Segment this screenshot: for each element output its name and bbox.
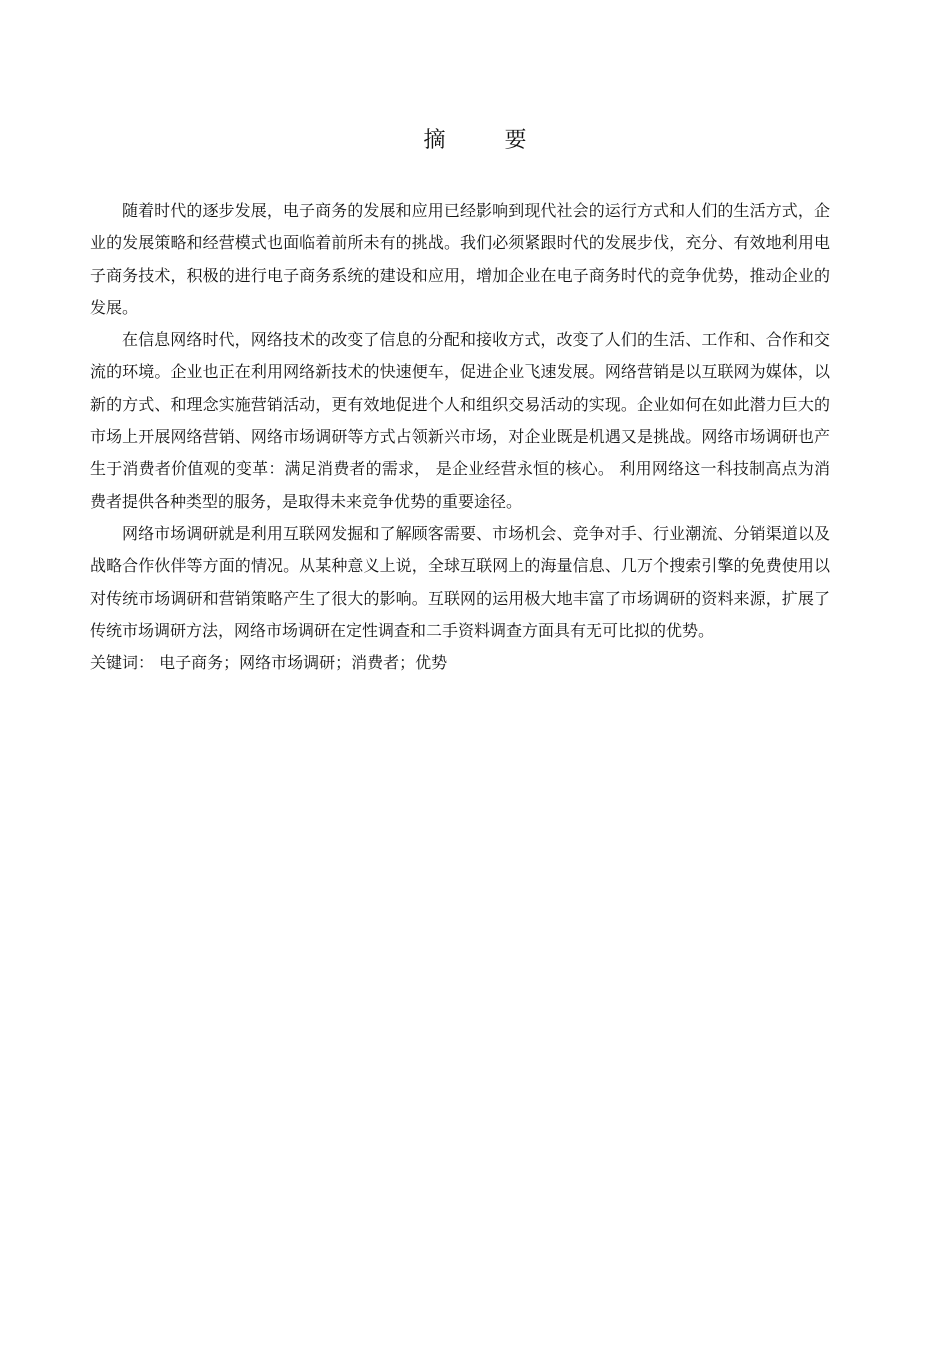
abstract-paragraph-1: 随着时代的逐步发展，电子商务的发展和应用已经影响到现代社会的运行方式和人们的生活方式，企业的发展策略和经营模式也面临着前所未有的挑战。我们必须紧跟时代的发展步伐，充分、有效地利用电子商务技术，积极的进行电子商务系统的建设和应用，增加企业在电子商务时代的竞争优势，推动企业的发展。 <box>90 201 830 317</box>
abstract-paragraph-3: 网络市场调研就是利用互联网发掘和了解顾客需要、市场机会、竞争对手、行业潮流、分销渠道以及战略合作伙伴等方面的情况。从某种意义上说，全球互联网上的海量信息、几万个搜索引擎的免费使用以对传统市场调研和营销策略产生了很大的影响。互联网的运用极大地丰富了市场调研的资料来源，扩展了传统市场调研方法，网络市场调研在定性调查和二手资料调查方面具有无可比拟的优势。 <box>90 523 830 640</box>
abstract-paragraph-2: 在信息网络时代，网络技术的改变了信息的分配和接收方式，改变了人们的生活、工作和、合作和交流的环境。企业也正在利用网络新技术的快速便车，促进企业飞速发展。网络营销是以互联网为媒体，以新的方式、和理念实施营销活动，更有效地促进个人和组织交易活动的实现。企业如何在如此潜力巨大的市场上开展网络营销、网络市场调研等方式占领新兴市场，对企业既是机遇又是挑战。网络市场调研也产生于消费者价值观的变革：满足消费者的需求， 是企业经营永恒的核心。 利用网络这一科技制高点为消费者提供各种类型的服务，是取得未来竞争优势的重要途径。 <box>90 330 830 511</box>
abstract-title: 摘 要 <box>423 128 553 153</box>
abstract-body <box>90 195 830 679</box>
keywords-line: 关键词： 电子商务；网络市场调研；消费者；优势 <box>90 653 448 673</box>
